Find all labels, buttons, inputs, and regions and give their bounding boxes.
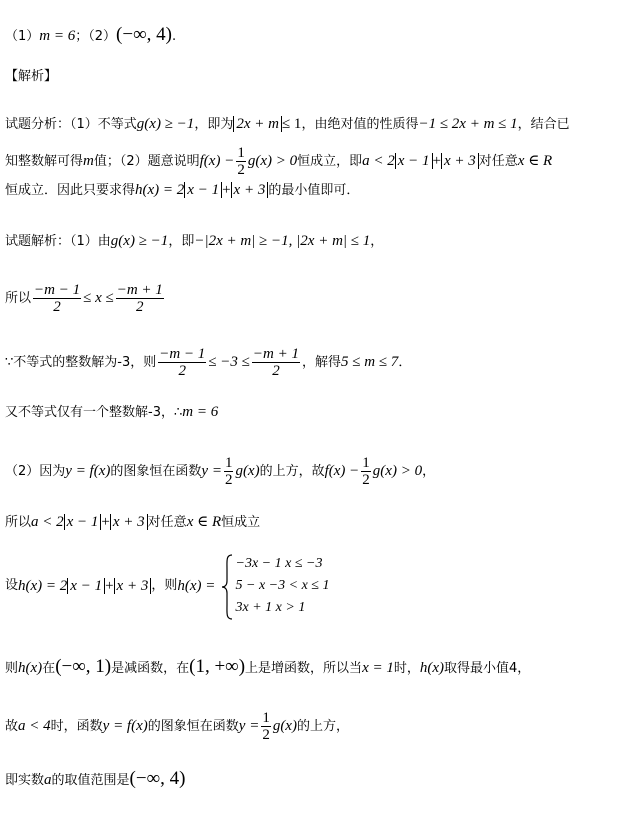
solution-text: ，则 xyxy=(151,578,178,593)
piecewise-case: 3x + 1 x > 1 xyxy=(235,600,306,615)
math-expr: (−∞, 1) xyxy=(55,656,112,677)
analysis-text: 的最小值即可． xyxy=(268,183,360,198)
answer-end: . xyxy=(171,29,177,44)
analysis-text: 恒成立，即 xyxy=(297,154,363,169)
piecewise-cases xyxy=(236,553,330,619)
analysis-text: ，结合已 xyxy=(517,117,570,132)
solution-text: 设 xyxy=(5,578,19,593)
answer-part2-math: (−∞, 4) xyxy=(116,24,172,45)
math-expr: y = xyxy=(238,718,260,734)
math-expr: + xyxy=(105,578,114,594)
piecewise-case: −3x − 1 x ≤ −3 xyxy=(235,556,323,571)
piecewise-case: 5 − x −3 < x ≤ 1 xyxy=(235,578,330,593)
solution-text: ，解得 xyxy=(301,355,341,370)
frac-num: −m − 1 xyxy=(34,282,81,298)
math-expr: y = f(x) xyxy=(102,718,148,734)
math-expr: (−∞, 4) xyxy=(129,768,186,789)
solution-line-2 xyxy=(5,282,166,315)
fraction xyxy=(116,282,164,315)
math-expr: a < 2 xyxy=(31,514,64,530)
solution-text: 故 xyxy=(5,719,19,734)
frac-den: 2 xyxy=(178,363,187,379)
math-expr: ≤ 1 xyxy=(281,116,302,132)
solution-text: 在 xyxy=(42,661,56,676)
math-expr: h(x) = 2 xyxy=(135,182,185,198)
math-expr: m xyxy=(83,153,94,169)
frac-num: 1 xyxy=(224,455,233,471)
solution-text: 所以 xyxy=(5,291,32,306)
math-expr: g(x) > 0 xyxy=(372,463,423,479)
math-abs: x + 3 xyxy=(441,153,479,169)
solution-text: 的图象恒在函数 xyxy=(110,464,202,479)
math-expr: + xyxy=(101,514,110,530)
solution-text: ，即 xyxy=(168,234,195,249)
frac-den: 2 xyxy=(272,363,280,379)
math-expr: h(x) xyxy=(18,660,43,676)
solution-text: 是减函数，在 xyxy=(111,661,190,676)
analysis-text: ，即为 xyxy=(194,117,234,132)
solution-text: （1）由 xyxy=(70,234,111,249)
solution-line-3 xyxy=(5,346,411,379)
analysis-text: 知整数解可得 xyxy=(5,154,84,169)
solution-text: 上是增函数，所以当 xyxy=(245,661,363,676)
analysis-label: 试题分析： xyxy=(5,117,71,132)
frac-den: 2 xyxy=(237,162,245,178)
math-expr: h(x) xyxy=(419,660,445,676)
math-expr: a < 2 xyxy=(362,153,395,169)
solution-text: 时，函数 xyxy=(50,719,103,734)
answer-line xyxy=(5,26,176,46)
math-expr: −|2x + m| ≥ −1, |2x + m| ≤ 1 xyxy=(194,233,371,249)
math-expr: x ∈ R xyxy=(186,514,222,530)
fraction-half xyxy=(224,455,234,488)
math-expr: + xyxy=(222,182,231,198)
math-abs: x − 1 xyxy=(64,514,102,530)
answer-part1-label: （1） xyxy=(5,29,40,44)
solution-text: 所以 xyxy=(5,515,32,530)
math-abs: 2x + m xyxy=(233,116,282,132)
part2-line-3 xyxy=(5,553,329,619)
solution-text: （2）因为 xyxy=(5,464,66,479)
math-expr: x ∈ R xyxy=(517,153,553,169)
solution-text: 取得最小值4， xyxy=(444,661,531,676)
analysis-text: 恒成立．因此只要求得 xyxy=(5,183,136,198)
math-abs: x + 3 xyxy=(114,578,152,594)
math-expr: x = 1 xyxy=(362,660,394,676)
left-brace-icon xyxy=(220,553,234,621)
solution-text: 又不等式仅有一个整数解-3，∴ xyxy=(5,405,183,420)
math-abs: x + 3 xyxy=(231,182,269,198)
math-expr: g(x) ≥ −1 xyxy=(136,116,195,132)
frac-num: 1 xyxy=(237,145,245,161)
solution-text: 的取值范围是 xyxy=(51,773,130,788)
piecewise-function xyxy=(220,553,330,619)
solution-line-4 xyxy=(5,403,218,422)
analysis-heading: 【解析】 xyxy=(5,69,58,84)
solution-text: 的上方， xyxy=(296,719,349,734)
math-expr: g(x) xyxy=(272,718,297,734)
analysis-text: 值；（2）题意说明 xyxy=(93,154,200,169)
fraction-half xyxy=(361,455,371,488)
math-expr: ≤ x ≤ xyxy=(83,290,114,306)
solution-line-1 xyxy=(5,232,383,251)
frac-den: 2 xyxy=(53,299,61,315)
fraction xyxy=(33,282,81,315)
part2-line-1 xyxy=(5,455,435,488)
math-expr: ≤ −3 ≤ xyxy=(208,354,250,370)
math-abs: x + 3 xyxy=(110,514,148,530)
analysis-line-1 xyxy=(5,115,570,134)
solution-text: ， xyxy=(370,234,384,249)
math-expr: −1 ≤ 2x + m ≤ 1 xyxy=(418,116,518,132)
math-expr: m = 6 xyxy=(182,404,219,420)
math-expr: f(x) − xyxy=(324,463,360,479)
part2-line-5 xyxy=(5,710,349,743)
frac-den: 2 xyxy=(362,472,370,488)
solution-text: 对任意 xyxy=(147,515,187,530)
analysis-line-3 xyxy=(5,181,359,200)
math-expr: g(x) ≥ −1 xyxy=(110,233,169,249)
frac-den: 2 xyxy=(136,299,144,315)
frac-num: −m + 1 xyxy=(116,282,163,298)
math-expr: 5 ≤ m ≤ 7 xyxy=(341,354,399,370)
math-expr: y = f(x) xyxy=(65,463,111,479)
math-abs: x − 1 xyxy=(67,578,105,594)
solution-text: ∵不等式的整数解为-3，则 xyxy=(5,355,157,370)
analysis-text: ，由绝对值的性质得 xyxy=(301,117,419,132)
math-expr: y = xyxy=(201,463,222,479)
solution-text: 则 xyxy=(5,661,19,676)
math-expr: g(x) xyxy=(235,463,260,479)
analysis-text: （1）不等式 xyxy=(70,117,137,132)
solution-text: ． xyxy=(398,355,412,370)
math-expr: g(x) > 0 xyxy=(247,153,298,169)
solution-label: 试题解析： xyxy=(5,234,71,249)
math-abs: x − 1 xyxy=(184,182,222,198)
analysis-line-2 xyxy=(5,145,552,178)
part2-line-2 xyxy=(5,513,260,532)
math-abs: x − 1 xyxy=(395,153,433,169)
math-expr: f(x) − xyxy=(199,153,235,169)
part2-line-6 xyxy=(5,770,185,790)
analysis-text: 对任意 xyxy=(478,154,518,169)
math-expr: h(x) = 2 xyxy=(18,578,68,594)
solution-text: 的上方，故 xyxy=(259,464,325,479)
solution-text: 即实数 xyxy=(5,773,45,788)
solution-text: 的图象恒在函数 xyxy=(147,719,239,734)
fraction-half xyxy=(236,145,246,178)
solution-text: 时， xyxy=(393,661,420,676)
math-expr: a < 4 xyxy=(18,718,51,734)
math-expr: + xyxy=(432,153,441,169)
frac-den: 2 xyxy=(224,472,233,488)
frac-num: −m − 1 xyxy=(159,346,206,362)
answer-separator: ；（2） xyxy=(75,29,117,44)
frac-num: 1 xyxy=(262,710,270,726)
frac-den: 2 xyxy=(262,727,270,743)
solution-text: 恒成立 xyxy=(221,515,261,530)
answer-part1-math: m = 6 xyxy=(39,28,76,44)
frac-num: −m + 1 xyxy=(252,346,299,362)
frac-num: 1 xyxy=(362,455,370,471)
part2-line-4 xyxy=(5,658,530,678)
fraction-half xyxy=(261,710,271,743)
solution-text: ， xyxy=(422,464,436,479)
math-expr: h(x) = xyxy=(177,578,216,594)
fraction xyxy=(252,346,300,379)
fraction xyxy=(158,346,206,379)
math-expr: (1, +∞) xyxy=(189,656,246,677)
math-expr: a xyxy=(44,772,52,788)
